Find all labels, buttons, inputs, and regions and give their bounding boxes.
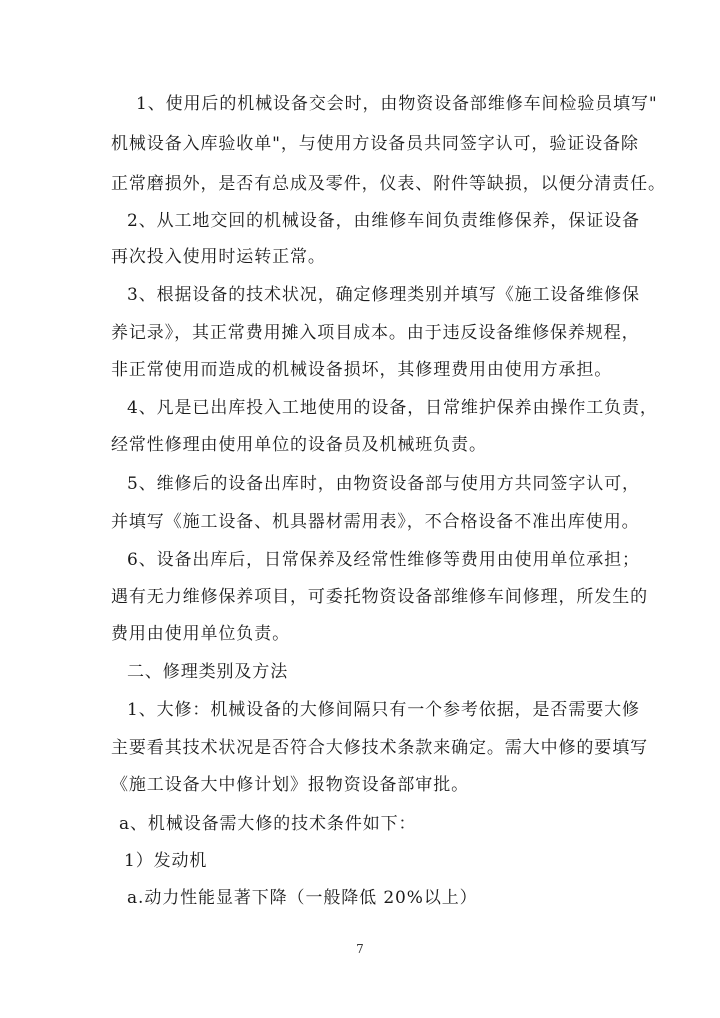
paragraph-line-21: 1）发动机: [124, 851, 208, 871]
paragraph-line-4: 2、从工地交回的机械设备，由维修车间负责维修保养，保证设备: [127, 211, 640, 231]
paragraph-line-19: 《施工设备大中修计划》报物资设备部审批。: [111, 775, 469, 795]
paragraph-line-12: 并填写《施工设备、机具器材需用表》，不合格设备不准出库使用。: [111, 512, 640, 532]
paragraph-line-11: 5、维修后的设备出库时，由物资设备部与使用方共同签字认可，: [127, 474, 640, 494]
paragraph-line-6: 3、根据设备的技术状况，确定修理类别并填写《施工设备维修保: [127, 285, 640, 305]
paragraph-line-3: 正常磨损外，是否有总成及零件，仪表、附件等缺损，以便分清责任。: [111, 174, 666, 194]
paragraph-line-13: 6、设备出库后，日常保养及经常性维修等费用由使用单位承担；: [127, 550, 640, 570]
paragraph-line-22: a.动力性能显著下降（一般降低 20%以上）: [127, 888, 478, 908]
paragraph-line-20: a、机械设备需大修的技术条件如下：: [119, 814, 417, 834]
paragraph-line-5: 再次投入使用时运转正常。: [111, 247, 326, 267]
paragraph-line-8: 非正常使用而造成的机械设备损坏，其修理费用由使用方承担。: [111, 360, 613, 380]
paragraph-line-15: 费用由使用单位负责。: [111, 624, 290, 644]
paragraph-line-17: 1、大修：机械设备的大修间隔只有一个参考依据，是否需要大修: [127, 700, 640, 720]
page-number: 7: [356, 942, 364, 956]
paragraph-line-7: 养记录》，其正常费用摊入项目成本。由于违反设备维修保养规程，: [111, 323, 640, 343]
paragraph-line-2: 机械设备入库验收单"，与使用方设备员共同签字认可，验证设备除: [111, 134, 639, 154]
paragraph-line-18: 主要看其技术状况是否符合大修技术条款来确定。需大中修的要填写: [111, 738, 648, 758]
paragraph-line-14: 遇有无力维修保养项目，可委托物资设备部维修车间修理，所发生的: [111, 587, 648, 607]
paragraph-line-10: 经常性修理由使用单位的设备员及机械班负责。: [111, 435, 487, 455]
paragraph-line-1: 1、使用后的机械设备交会时，由物资设备部维修车间检验员填写": [136, 94, 658, 114]
section-heading: 二、修理类别及方法: [127, 662, 289, 682]
paragraph-line-9: 4、凡是已出库投入工地使用的设备，日常维护保养由操作工负责，: [127, 398, 658, 418]
